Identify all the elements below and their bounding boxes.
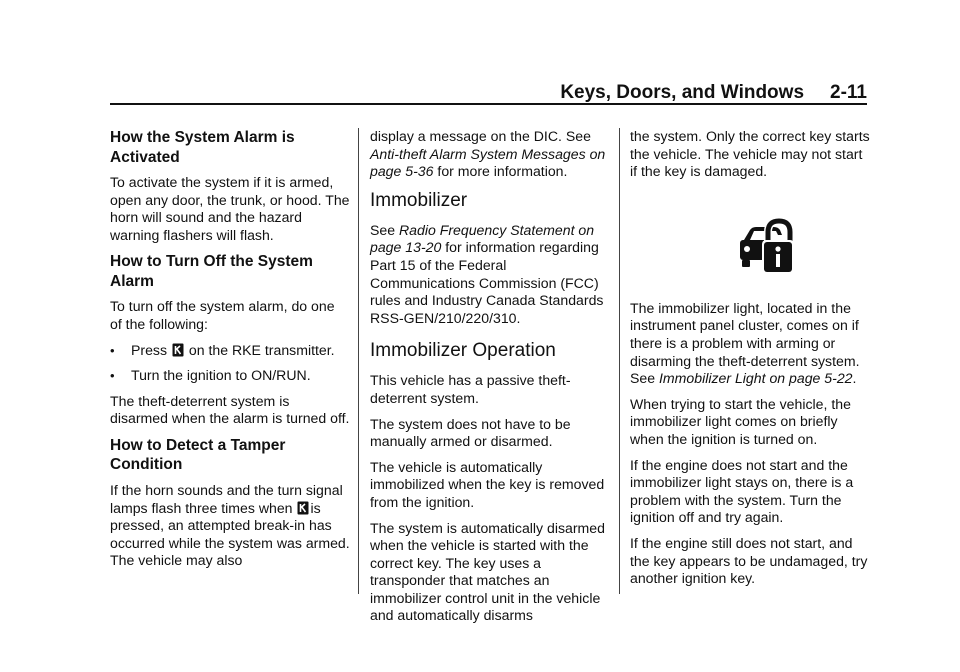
bullet-text-pre: Press — [131, 341, 168, 358]
paragraph-tamper — [110, 482, 350, 570]
crossref-anti-theft-messages[interactable]: Anti-theft Alarm System Messages on page 5-36 — [370, 145, 606, 180]
crossref-immobilizer-light[interactable]: Immobilizer Light on page 5-22 — [659, 370, 853, 387]
paragraph-start: When trying to start the vehicle, the immobilizer light comes on briefly when the ignition is turned on. — [630, 395, 851, 447]
heading-turn-off-alarm: How to Turn Off the System Alarm — [110, 253, 313, 290]
paragraph-disarmed: The theft-deterrent system is disarmed when the alarm is turned off. — [110, 392, 350, 427]
paragraph-auto-immobilized: The vehicle is automatically immobilized when the key is removed from the ignition. — [370, 458, 605, 510]
list-item — [110, 342, 350, 360]
see-text: See — [370, 221, 396, 238]
paragraph-radio-frequency — [370, 222, 610, 328]
page-header — [110, 82, 867, 104]
light-text-end: . — [852, 370, 857, 387]
column-divider — [619, 128, 620, 594]
column-3 — [630, 128, 870, 596]
column-divider — [358, 128, 359, 594]
tamper-text-post: is pressed, an attempted break-in has occurred while the system was armed. The vehicle may also — [110, 499, 350, 569]
list-item — [110, 367, 350, 385]
paragraph-immobilizer-light — [630, 300, 870, 388]
dic-text-pre: display a message on the DIC. See — [370, 128, 591, 144]
paragraph-still-not-start: If the engine still does not start, and the key appears to be undamaged, try another ignition key. — [630, 534, 868, 587]
paragraph-dic-continued — [370, 128, 610, 181]
tamper-text-pre: If the horn sounds and the turn signal lamps flash three times when — [110, 481, 343, 516]
paragraph-not-start: If the engine does not start and the immobilizer light stays on, there is a problem with the system. Turn the ignition off and try again. — [630, 456, 854, 526]
page-number: 2-11 — [830, 82, 867, 103]
header-rule — [110, 103, 867, 105]
heading-tamper: How to Detect a Tamper Condition — [110, 436, 286, 474]
radio-text-post: for information regarding Part 15 of the Federal Communications Commission (FCC) rules and Industry Canada Standards RSS-GEN/210/220/310. — [370, 239, 604, 326]
immobilizer-lock-icon — [738, 218, 794, 276]
heading-immobilizer-operation: Immobilizer Operation — [370, 340, 556, 362]
paragraph-not-armed: The system does not have to be manually armed or disarmed. — [370, 415, 571, 450]
paragraph-passive: This vehicle has a passive theft-deterrent system. — [370, 372, 571, 406]
column-2 — [370, 128, 610, 633]
bullet-text: Turn the ignition to ON/RUN. — [131, 367, 311, 384]
heading-immobilizer: Immobilizer — [370, 189, 468, 211]
light-text-pre: The immobilizer light, located in the instrument panel cluster, comes on if there is a problem with arming or disarming the theft-deterrent system. See — [630, 299, 860, 387]
section-title: Keys, Doors, and Windows — [560, 82, 805, 103]
crossref-radio-frequency[interactable]: Radio Frequency Statement on page 13-20 — [370, 221, 595, 256]
paragraph-turn-off: To turn off the system alarm, do one of the following: — [110, 298, 335, 332]
column-1 — [110, 128, 350, 578]
rke-lock-key-icon — [172, 343, 184, 357]
paragraph-correct-key: the system. Only the correct key starts the vehicle. The vehicle may not start if the key is damaged. — [630, 128, 870, 180]
dic-text-post: for more information. — [437, 163, 568, 180]
paragraph-activate: To activate the system if it is armed, open any door, the trunk, or hood. The horn will sound and the hazard warning flashers will flash. — [110, 174, 350, 243]
rke-lock-key-icon — [297, 501, 309, 515]
heading-alarm-activated: How the System Alarm is Activated — [110, 129, 295, 166]
paragraph-auto-disarmed: The system is automatically disarmed when the vehicle is started with the correct key. The key uses a transponder that matches an immobilizer control unit in the vehicle and automatically disarms — [370, 519, 605, 624]
bullet-text-post: on the RKE transmitter. — [188, 341, 335, 358]
